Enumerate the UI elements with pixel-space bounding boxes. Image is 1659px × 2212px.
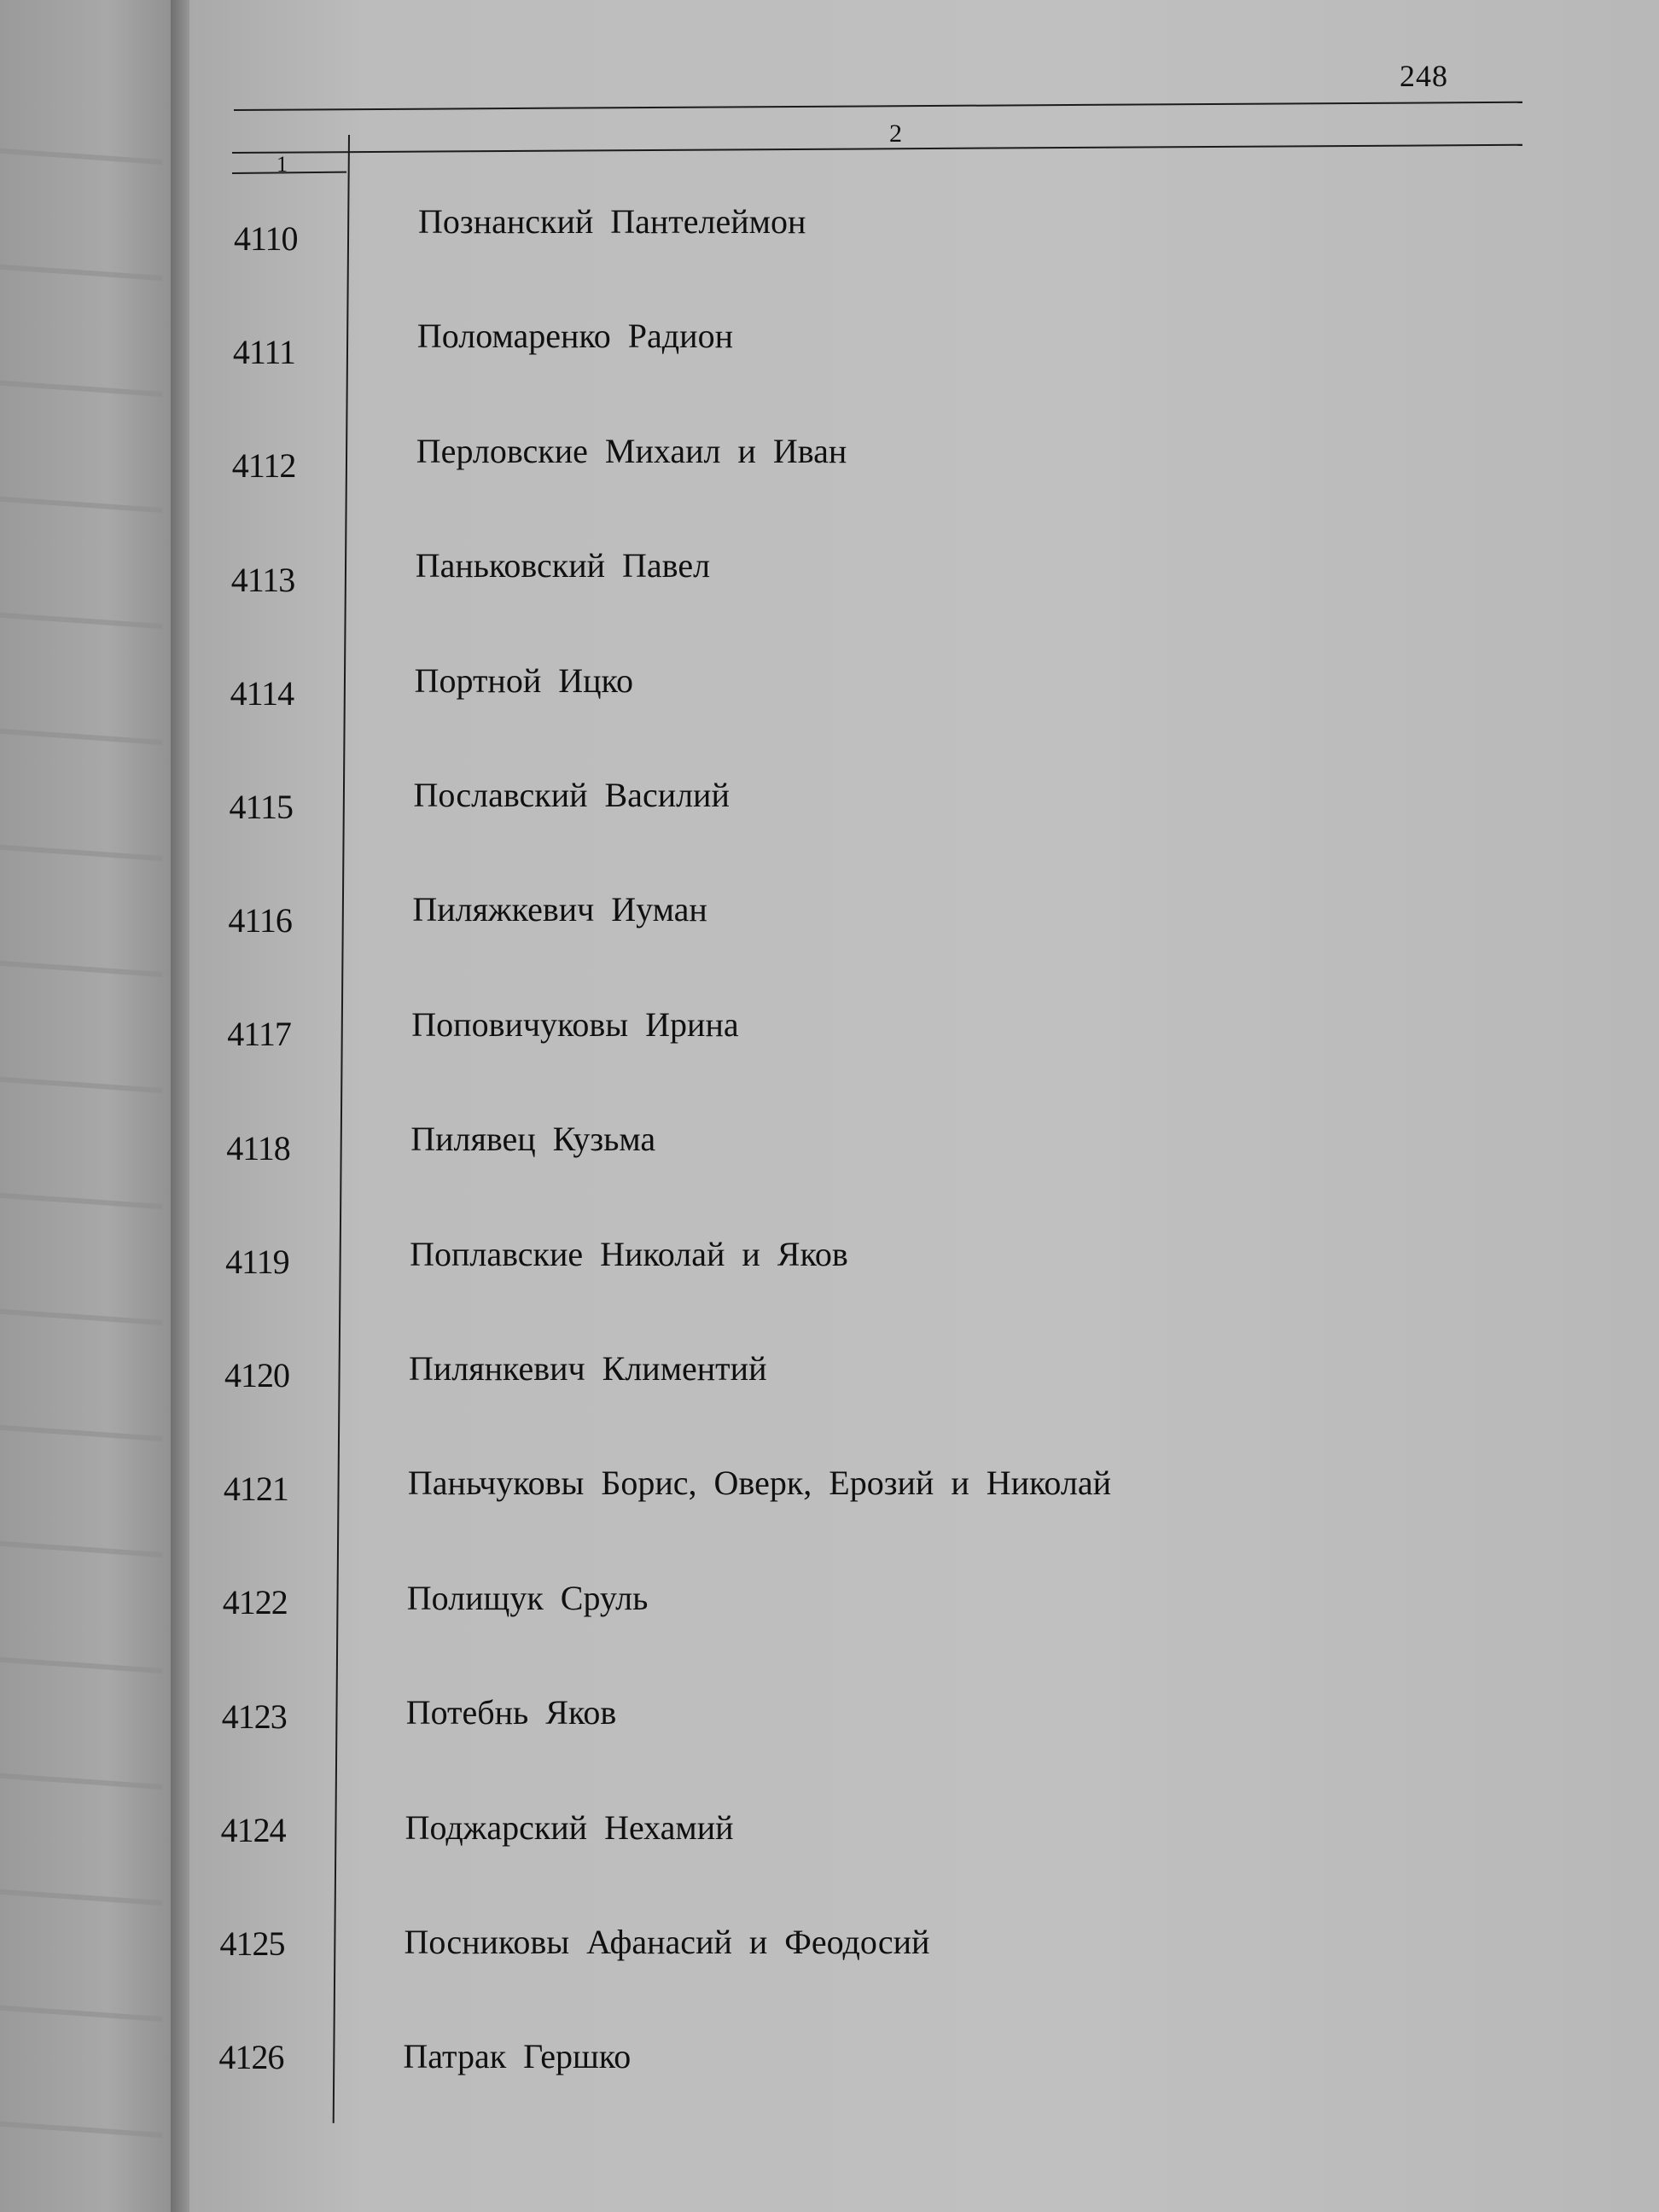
facing-page-shadow <box>0 2121 162 2138</box>
facing-page-shadow <box>0 960 162 977</box>
row-number: 4112 <box>231 446 296 486</box>
row-number: 4110 <box>234 219 298 258</box>
facing-page-shadow <box>0 496 162 513</box>
row-number: 4126 <box>218 2038 284 2077</box>
row-number: 4124 <box>220 1810 286 1849</box>
row-name: Поповичуковы Ирина <box>411 1004 739 1044</box>
table-header-rule <box>232 144 1522 154</box>
row-name: Познанский Пантелеймон <box>418 202 806 241</box>
column-1-header: 1 <box>276 152 288 177</box>
row-number: 4121 <box>223 1470 288 1509</box>
row-name: Пилявец Кузьма <box>410 1120 656 1159</box>
page-number: 248 <box>1400 59 1448 93</box>
row-name: Полищук Сруль <box>406 1578 649 1617</box>
facing-page-shadow <box>0 1308 162 1325</box>
facing-page-shadow <box>0 380 162 397</box>
row-name: Перловские Михаил и Иван <box>416 431 847 470</box>
column-divider <box>333 135 350 2123</box>
facing-page-shadow <box>0 1773 162 1790</box>
row-number: 4115 <box>229 788 294 826</box>
row-number: 4116 <box>228 901 292 940</box>
row-name: Поплавские Николай и Яков <box>410 1234 848 1273</box>
facing-page-shadow <box>0 1192 162 1209</box>
row-name: Патрак Гершко <box>403 2037 632 2076</box>
row-name: Поломаренко Радион <box>416 317 733 356</box>
row-name: Посниковы Афанасий и Феодосий <box>404 1923 930 1961</box>
facing-page-shadow <box>0 612 162 629</box>
row-number: 4125 <box>219 1924 285 1963</box>
table-top-rule <box>234 102 1522 111</box>
row-number: 4123 <box>221 1697 287 1736</box>
row-number: 4114 <box>230 673 294 713</box>
row-number: 4119 <box>225 1242 289 1281</box>
row-name: Пилянкевич Климентий <box>409 1349 767 1388</box>
facing-page-shadow <box>0 728 162 745</box>
facing-page-shadow <box>0 844 162 861</box>
column-1-header-rule <box>232 172 346 174</box>
facing-page-shadow <box>0 2005 162 2022</box>
document-page <box>189 0 1659 2212</box>
row-name: Пиляжкевич Иуман <box>412 890 707 929</box>
row-number: 4120 <box>224 1356 289 1394</box>
facing-page-shadow <box>0 1889 162 1906</box>
row-number: 4117 <box>227 1015 291 1054</box>
facing-page-shadow <box>0 148 162 165</box>
row-number: 4118 <box>226 1128 290 1167</box>
row-number: 4111 <box>232 333 295 372</box>
row-name: Потебнь Яков <box>405 1693 617 1732</box>
column-2-header: 2 <box>889 119 902 148</box>
row-name: Портной Ицко <box>414 661 633 700</box>
row-name: Паньчуковы Борис, Оверк, Ерозий и Николай <box>407 1464 1112 1503</box>
facing-page-shadow <box>0 1540 162 1557</box>
facing-page-shadow <box>0 264 162 281</box>
row-name: Паньковский Павел <box>415 546 711 585</box>
adjacent-page <box>0 0 179 2212</box>
facing-page-shadow <box>0 1076 162 1093</box>
row-name: Пославский Василий <box>413 776 730 814</box>
row-number: 4113 <box>230 560 295 599</box>
facing-page-shadow <box>0 1656 162 1674</box>
facing-page-shadow <box>0 1424 162 1441</box>
row-number: 4122 <box>222 1583 288 1622</box>
row-name: Поджарский Нехамий <box>405 1807 734 1847</box>
